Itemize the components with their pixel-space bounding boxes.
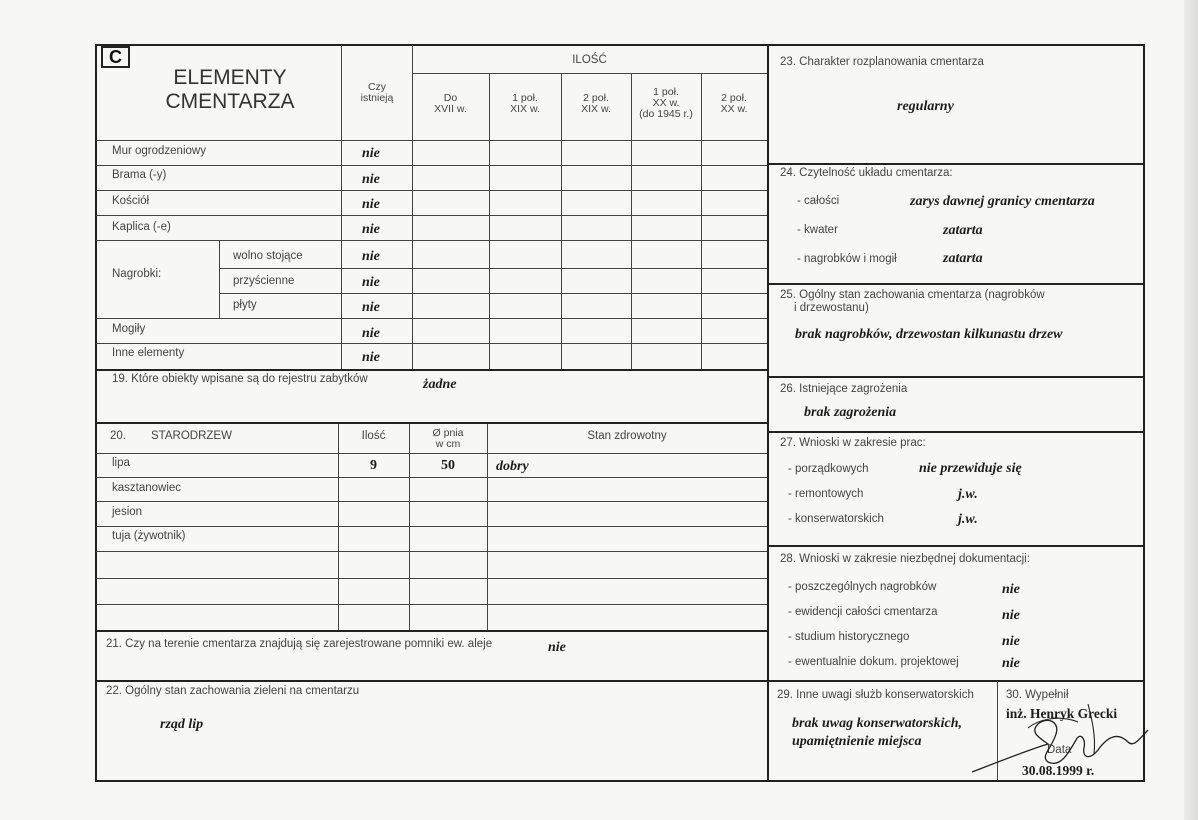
q24-item-value: zarys dawnej granicy cmentarza [910,194,1095,209]
q28-item-value: nie [1002,582,1020,597]
element-value: nie [362,350,380,365]
divider [338,424,339,630]
q19-label: 19. Które obiekty wpisane są do rejestru zabytków [112,373,368,385]
tree-stan: dobry [496,459,529,474]
q22-value: rząd lip [160,717,204,732]
divider [768,545,1144,547]
q19-value: żadne [423,377,457,392]
q27-item-label: - porządkowych [788,463,869,475]
q30-date-label: Data [1047,744,1072,756]
divider [96,343,767,344]
element-label: Mogiły [112,323,146,335]
q21-value: nie [548,640,566,655]
divider [96,240,767,241]
divider [96,501,767,502]
q24-item-value: zatarta [943,223,983,238]
q23-value: regularny [897,99,954,114]
q28-item-value: nie [1002,656,1020,671]
divider [96,190,767,191]
col-ilosc-header: ILOŚĆ [572,54,607,66]
element-value: nie [362,249,380,264]
q28-item-label: - ewentualnie dokum. projektowej [788,656,959,668]
q28-item-label: - poszczególnych nagrobków [788,581,937,593]
section-letter: C [101,46,130,68]
element-label: Brama (-y) [112,169,167,181]
q27-item-value: j.w. [958,487,978,502]
q26-value: brak zagrożenia [804,405,897,420]
divider [96,526,767,527]
divider [341,45,342,370]
divider [219,268,767,269]
q28-item-label: - studium historycznego [788,631,910,643]
q29-label: 29. Inne uwagi służb konserwatorskich [777,689,974,701]
q27-item-label: - konserwatorskich [788,513,884,525]
divider [219,293,767,294]
divider [96,604,767,605]
divider [767,45,769,781]
divider [489,73,490,370]
q28-item-value: nie [1002,634,1020,649]
nagrobki-label: Nagrobki: [112,268,162,280]
form-frame [95,44,1145,782]
element-value: nie [362,300,380,315]
divider [412,73,767,74]
element-value: nie [362,172,380,187]
element-label: Kaplica (-e) [112,221,171,233]
q21-label: 21. Czy na terenie cmentarza znajdują się zarejestrowane pomniki ew. aleje [106,638,493,650]
nagrobki-type: wolno stojące [233,250,303,262]
q28-item-value: nie [1002,608,1020,623]
q30-name: inż. Henryk Grecki [1006,706,1118,721]
title-line-1: ELEMENTY [173,66,287,89]
q24-item-label: - kwater [797,224,838,236]
q28-label: 28. Wnioski w zakresie niezbędnej dokumentacji: [780,553,1030,565]
q26-label: 26. Istniejące zagrożenia [780,383,908,395]
q20-col-pnia: Ø pnia w cm [432,427,464,450]
divider [768,376,1144,378]
q24-item-label: - całości [797,195,840,207]
divider [219,240,220,318]
divider [96,453,767,454]
q24-item-value: zatarta [943,251,983,266]
divider [561,73,562,370]
q27-item-value: j.w. [958,512,978,527]
divider [96,215,767,216]
q23-label: 23. Charakter rozplanowania cmentarza [780,56,984,68]
q29-value-2: upamiętnienie miejsca [792,734,922,749]
divider [96,578,767,579]
q25-label-2: i drzewostanu) [794,302,869,314]
period-header: 2 poł. XIX w. [581,92,611,115]
tree-name: jesion [112,506,143,518]
nagrobki-type: płyty [233,299,257,311]
divider [701,73,702,370]
divider [768,163,1144,165]
q30-label: 30. Wypełnił [1006,689,1069,701]
divider [96,165,767,166]
period-header: 1 poł. XIX w. [510,92,540,115]
q25-value: brak nagrobków, drzewostan kilkunastu drzew [795,327,1063,342]
element-label: Inne elementy [112,347,185,359]
period-header: Do XVII w. [434,92,467,115]
q22-label: 22. Ogólny stan zachowania zieleni na cmentarzu [106,685,360,697]
divider [487,424,488,630]
nagrobki-type: przyścienne [233,275,295,287]
q24-item-label: - nagrobków i mogił [797,253,897,265]
divider [768,431,1144,433]
q27-item-value: nie przewiduje się [919,461,1022,476]
q25-label-1: 25. Ogólny stan zachowania cmentarza (nagrobków [780,289,1045,301]
tree-pnia: 50 [441,458,455,473]
q24-label: 24. Czytelność układu cmentarza: [780,167,953,179]
divider [96,140,767,141]
tree-name: kasztanowiec [112,482,182,494]
divider [409,424,410,630]
q29-value-1: brak uwag konserwatorskich, [792,716,962,731]
element-value: nie [362,222,380,237]
section-title [140,66,320,114]
col-exists-header: Czy istnieją [360,81,394,104]
element-value: nie [362,275,380,290]
divider [96,422,767,424]
q27-label: 27. Wnioski w zakresie prac: [780,437,926,449]
signature-icon [968,692,1158,780]
title-line-2: CMENTARZA [165,90,295,113]
divider [96,680,1144,682]
q20-col-ilosc: Ilość [361,430,386,442]
q20-number: 20. [110,430,126,442]
element-label: Mur ogrodzeniowy [112,145,206,157]
divider [96,369,767,371]
q30-date: 30.08.1999 r. [1022,763,1095,778]
tree-name: tuja (żywotnik) [112,530,186,542]
q20-col-stan: Stan zdrowotny [587,430,667,442]
period-header: 1 poł. XX w. (do 1945 r.) [639,86,693,120]
divider [96,630,767,632]
element-value: nie [362,197,380,212]
element-value: nie [362,326,380,341]
page-edge [1184,0,1198,820]
divider [96,318,767,319]
tree-name: lipa [112,457,130,469]
divider [768,283,1144,285]
q27-item-label: - remontowych [788,488,864,500]
q28-item-label: - ewidencji całości cmentarza [788,606,938,618]
tree-ilosc: 9 [370,458,377,473]
divider [96,551,767,552]
q20-title: STARODRZEW [151,430,232,442]
divider [96,477,767,478]
element-value: nie [362,146,380,161]
element-label: Kościół [112,195,150,207]
period-header: 2 poł. XX w. [720,92,748,115]
